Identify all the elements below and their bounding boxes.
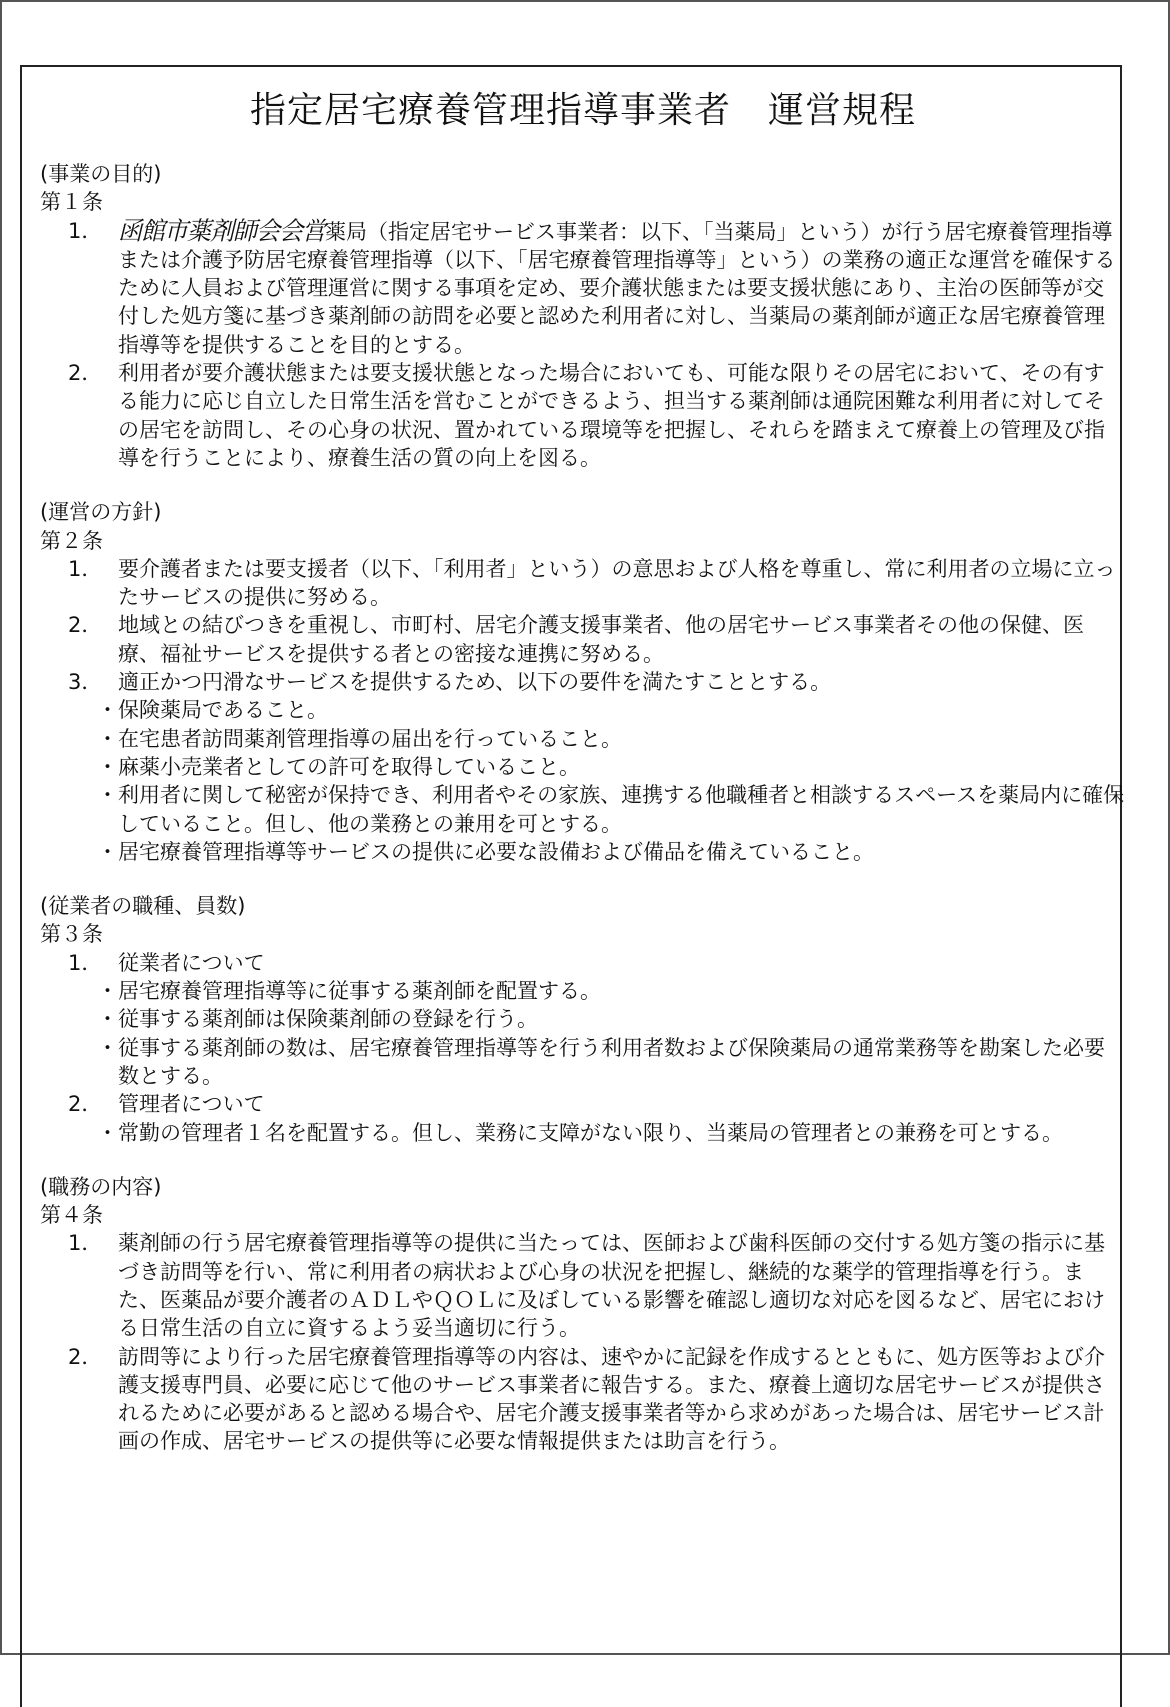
bullet-dot-icon: ・ (97, 1120, 118, 1145)
section-staff (40, 892, 1125, 1147)
item-text: 利用者が要介護状態または要支援状態となった場合においても、可能な限りその居宅において、その有する能力に応じ自立した日常生活を営むことができるよう、担当する薬剤師は通院困難な利用者に対してその居宅を訪問し、その心身の状況、置かれている環境等を把握し、それらを踏まえて療養上の管理及び指導を行うことにより、療養生活の質の向上を図る。 (118, 361, 1105, 470)
article-number: 第１条 (40, 190, 103, 215)
bullet-item (40, 1034, 1125, 1091)
item-text: 地域との結びつきを重視し、市町村、居宅介護支援事業者、他の居宅サービス事業者その他の保健、医療、福祉サービスを提供する者との密接な連携に努める。 (118, 613, 1084, 666)
bullet-text: 利用者に関して秘密が保持でき、利用者やその家族、連携する他職種者と相談するスペースを薬局内に確保していること。但し、他の業務との兼用を可とする。 (118, 783, 1125, 836)
bullet-text: 在宅患者訪問薬剤管理指導の届出を行っていること。 (118, 726, 622, 751)
bullet-text: 常勤の管理者１名を配置する。但し、業務に支障がない限り、当薬局の管理者との兼務を可とする。 (118, 1120, 1063, 1145)
item-number: 2． (68, 1092, 103, 1117)
section-purpose (40, 160, 1125, 472)
section-heading: (職務の内容) (40, 1174, 162, 1199)
article-number: 第３条 (40, 922, 103, 947)
bullet-item (40, 977, 1125, 1005)
list-item (40, 1090, 1125, 1118)
bullet-dot-icon: ・ (97, 698, 118, 723)
bullet-text: 居宅療養管理指導等サービスの提供に必要な設備および備品を備えていること。 (118, 839, 874, 864)
section-heading: (運営の方針) (40, 500, 162, 525)
list-item (40, 359, 1125, 472)
bullet-dot-icon: ・ (97, 754, 118, 779)
bullet-item (40, 696, 1125, 724)
bullet-dot-icon: ・ (97, 839, 118, 864)
bullet-dot-icon: ・ (97, 783, 118, 808)
bullet-item (40, 1005, 1125, 1033)
item-text: 従業者について (118, 950, 265, 975)
article-number: 第４条 (40, 1203, 103, 1228)
item-text: 訪問等により行った居宅療養管理指導等の内容は、速やかに記録を作成するとともに、処方医等および介護支援専門員、必要に応じて他のサービス事業者に報告する。また、療養上適切な居宅サービスが提供されるために必要があると認める場合や、居宅介護支援事業者等から求めがあった場合は、居宅サービス計画の作成、居宅サービスの提供等に必要な情報提供または助言を行う。 (118, 1344, 1105, 1454)
bullet-dot-icon: ・ (97, 979, 118, 1004)
bullet-text: 保険薬局であること。 (118, 698, 328, 723)
bullet-dot-icon: ・ (97, 726, 118, 751)
list-item (40, 1343, 1125, 1456)
list-item (40, 217, 1125, 359)
bullet-item (40, 838, 1125, 866)
bullet-item (40, 725, 1125, 753)
item-number: 3． (68, 670, 103, 695)
bullet-dot-icon: ・ (97, 1035, 118, 1060)
bullet-item (40, 781, 1125, 838)
item-number: 1． (68, 950, 103, 975)
list-item (40, 949, 1125, 977)
item-number: 2． (68, 1344, 103, 1369)
list-item (40, 1229, 1125, 1342)
list-item (40, 555, 1125, 612)
section-heading: (事業の目的) (40, 162, 162, 186)
item-number: 1． (68, 1231, 103, 1256)
item-text: 適正かつ円滑なサービスを提供するため、以下の要件を満たすこととする。 (118, 670, 832, 695)
document-title: 指定居宅療養管理指導事業者 運営規程 (249, 90, 916, 131)
document-body (40, 160, 1125, 1482)
bullet-text: 居宅療養管理指導等に従事する薬剤師を配置する。 (118, 979, 601, 1004)
item-text: 管理者について (118, 1092, 265, 1117)
section-heading: (従業者の職種、員数) (40, 894, 246, 919)
list-item (40, 668, 1125, 696)
bullet-dot-icon: ・ (97, 1007, 118, 1032)
article-number: 第２条 (40, 528, 103, 553)
bullet-item (40, 753, 1125, 781)
item-text: 薬局（指定居宅サービス事業者：以下、「当薬局」という）が行う居宅療養管理指導または介護予防居宅療養管理指導（以下、「居宅療養管理指導等」という）の業務の適正な運営を確保するために人員および管理運営に関する事項を定め、要介護状態または要支援状態にあり、主治の医師等が交付した処方箋に基づき薬剤師の訪問を必要と認めた利用者に対し、当薬局の薬剤師が適正な居宅療養管理指導等を提供することを目的とする。 (118, 219, 1116, 357)
bullet-text: 従事する薬剤師は保険薬剤師の登録を行う。 (118, 1007, 538, 1032)
item-number: 2． (68, 613, 103, 638)
item-number: 1． (68, 218, 103, 243)
item-text: 要介護者または要支援者（以下、「利用者」という）の意思および人格を尊重し、常に利用者の立場に立ったサービスの提供に努める。 (118, 556, 1116, 610)
section-duties (40, 1173, 1125, 1456)
bullet-text: 麻薬小売業者としての許可を取得していること。 (118, 754, 580, 779)
section-policy (40, 498, 1125, 866)
bullet-text: 従事する薬剤師の数は、居宅療養管理指導等を行う利用者数および保険薬局の通常業務等を勘案した必要数とする。 (118, 1035, 1105, 1088)
item-number: 1． (68, 556, 103, 581)
list-item (40, 611, 1125, 668)
item-text: 薬剤師の行う居宅療養管理指導等の提供に当たっては、医師および歯科医師の交付する処方箋の指示に基づき訪問等を行い、常に利用者の病状および心身の状況を把握し、継続的な薬学的管理指導を行う。また、医薬品が要介護者のＡＤＬやＱＯＬに及ぼしている影響を確認し適切な対応を図るなど、居宅における日常生活の自立に資するよう妥当適切に行う。 (118, 1231, 1105, 1341)
bullet-item (40, 1119, 1125, 1147)
handwritten-pharmacy-name: 函館市薬剤師会会営 (118, 215, 325, 246)
item-number: 2． (68, 361, 103, 386)
